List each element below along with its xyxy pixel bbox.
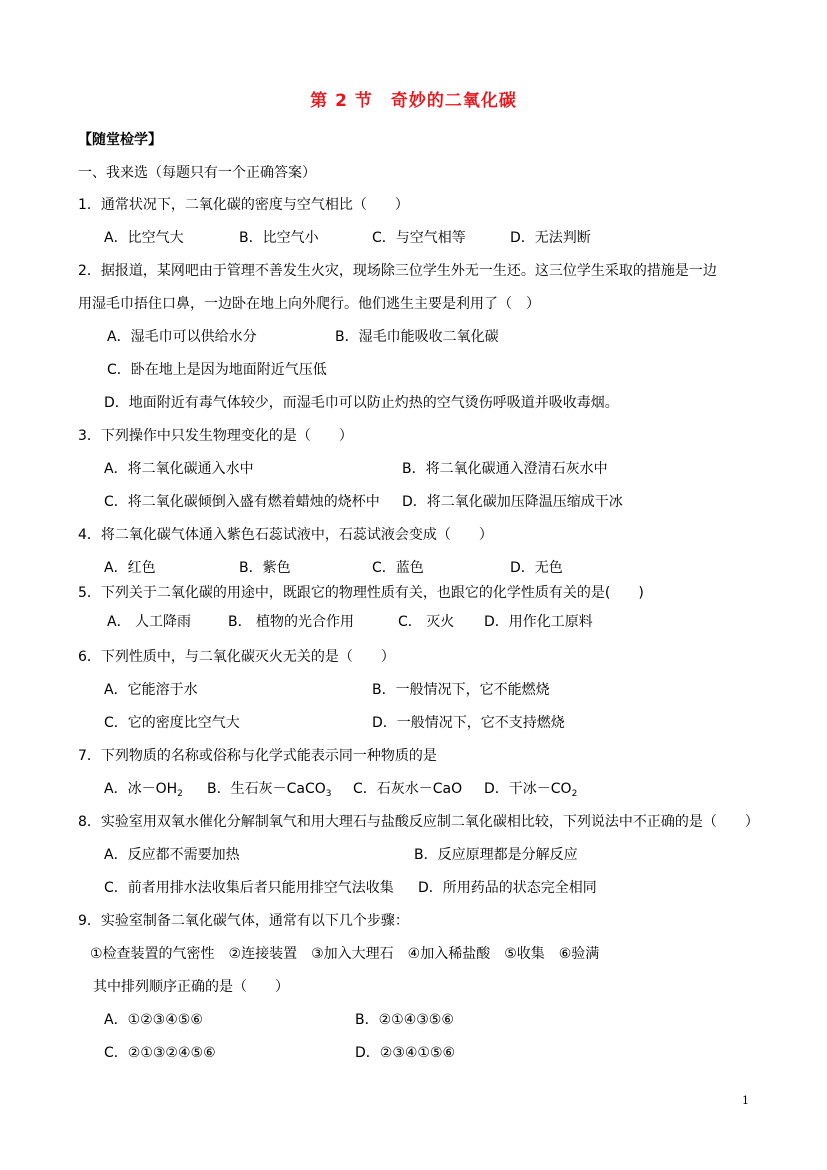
section-heading: 【随堂检学】: [78, 132, 162, 148]
subscript: 3: [325, 789, 332, 799]
question-6-option-c: C．它的密度比空气大: [104, 715, 240, 731]
question-6-option-b: B．一般情况下，它不能燃烧: [372, 682, 550, 698]
question-3-option-d: D．将二氧化碳加压降温压缩成干冰: [402, 494, 623, 510]
page-number: 1: [742, 1094, 749, 1107]
question-1-option-b: B．比空气小: [239, 230, 319, 246]
question-9-option-c: C．②①③②④⑤⑥: [104, 1045, 216, 1061]
question-9-option-b: B．②①④③⑤⑥: [355, 1012, 454, 1028]
question-4-option-a: A．红色: [104, 560, 156, 576]
question-4-option-d: D．无色: [510, 560, 563, 576]
question-7-option-d: D．干冰$-CO_2$: [484, 781, 578, 799]
question-2-option-a: A．湿毛巾可以供给水分: [107, 329, 257, 345]
question-6-option-d: D．一般情况下，它不支持燃烧: [372, 715, 565, 731]
question-1-option-a: A．比空气大: [104, 230, 184, 246]
question-5-stem: 5．下列关于二氧化碳的用途中，既跟它的物理性质有关，也跟它的化学性质有关的是( ): [78, 585, 644, 601]
question-9-option-a: A．①②③④⑤⑥: [104, 1012, 203, 1028]
question-9-stem: 9．实验室制备二氧化碳气体，通常有以下几个步骤：: [78, 913, 409, 929]
question-4-option-b: B．紫色: [239, 560, 291, 576]
question-8-stem: 8．实验室用双氧水催化分解制氧气和用大理石与盐酸反应制二氧化碳相比较，下列说法中不正确的是（ ）: [78, 814, 759, 830]
question-3-option-c: C．将二氧化碳倾倒入盛有燃着蜡烛的烧杯中: [104, 494, 380, 510]
subscript: 2: [177, 789, 183, 799]
question-5-option-b: B． 植物的光合作用: [228, 614, 355, 630]
question-7-option-a: A．冰$-OH_2$: [104, 781, 183, 799]
question-2-stem-line-1: 2．据报道，某网吧由于管理不善发生火灾，现场除三位学生外无一生还。这三位学生采取的措施是一边: [78, 263, 717, 279]
question-7-stem: 7．下列物质的名称或俗称与化学式能表示同一种物质的是: [78, 748, 437, 764]
question-6-option-a: A．它能溶于水: [104, 682, 198, 698]
question-7-option-c: C．石灰水－CaO: [353, 781, 463, 797]
question-9-option-d: D．②③④①⑤⑥: [355, 1045, 456, 1061]
question-1-option-d: D．无法判断: [510, 230, 591, 246]
question-3-stem: 3．下列操作中只发生物理变化的是（ ）: [78, 428, 353, 444]
question-8-option-d: D．所用药品的状态完全相同: [418, 880, 597, 896]
question-1-option-c: C．与空气相等: [372, 230, 466, 246]
question-6-stem: 6．下列性质中，与二氧化碳灭火无关的是（ ）: [78, 649, 395, 665]
question-3-option-b: B．将二氧化碳通入澄清石灰水中: [402, 461, 608, 477]
page-title: 第 2 节 奇妙的二氧化碳: [310, 91, 517, 111]
question-1-stem: 1．通常状况下，二氧化碳的密度与空气相比（ ）: [78, 197, 409, 213]
question-3-option-a: A．将二氧化碳通入水中: [104, 461, 254, 477]
question-8-option-b: B．反应原理都是分解反应: [414, 847, 578, 863]
subscript: 2: [571, 789, 578, 799]
question-4-option-c: C．蓝色: [372, 560, 424, 576]
question-2-option-b: B．湿毛巾能吸收二氧化碳: [335, 329, 499, 345]
question-8-option-c: C．前者用排水法收集后者只能用排空气法收集: [104, 880, 394, 896]
question-5-option-d: D．用作化工原料: [484, 614, 593, 630]
question-9-steps: ①检查装置的气密性 ②连接装置 ③加入大理石 ④加入稀盐酸 ⑤收集 ⑥验满: [90, 946, 600, 962]
question-4-stem: 4．将二氧化碳气体通入紫色石蕊试液中，石蕊试液会变成（ ）: [78, 527, 493, 543]
question-2-option-c: C．卧在地上是因为地面附近气压低: [107, 362, 327, 378]
question-5-option-a: A． 人工降雨: [107, 614, 192, 630]
question-9-ask: 其中排列顺序正确的是（ ）: [93, 979, 289, 995]
question-2-stem-line-2: 用湿毛巾捂住口鼻，一边卧在地上向外爬行。他们逃生主要是利用了（ ）: [78, 296, 540, 312]
part-heading: 一、我来选（每题只有一个正确答案）: [78, 165, 316, 181]
question-2-option-d: D．地面附近有毒气体较少，而湿毛巾可以防止灼热的空气烫伤呼吸道并吸收毒烟。: [104, 395, 619, 411]
question-7-option-b: B．生石灰－CaCO$_3$: [207, 781, 332, 799]
question-5-option-c: C． 灭火: [398, 614, 455, 630]
question-8-option-a: A．反应都不需要加热: [104, 847, 240, 863]
